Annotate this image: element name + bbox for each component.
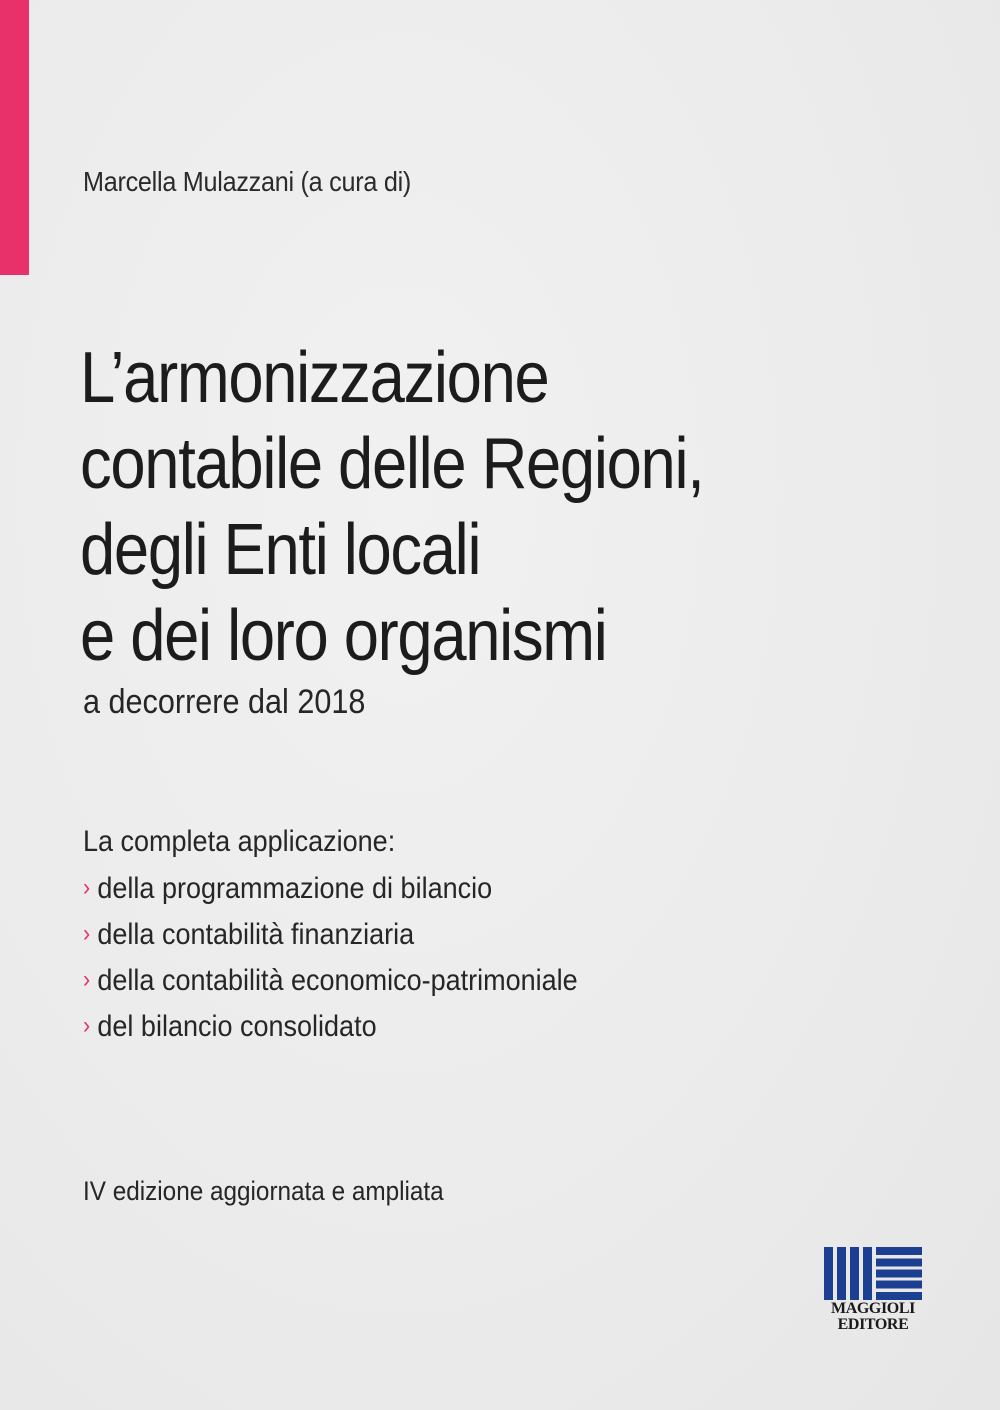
- contents-list: [83, 866, 633, 1050]
- list-item: [83, 912, 578, 958]
- title-line-4: e dei loro organismi: [80, 596, 607, 676]
- chevron-right-icon: ›: [83, 1012, 91, 1039]
- title-line-3: degli Enti locali: [80, 510, 481, 590]
- book-title: [80, 335, 703, 679]
- chevron-right-icon: ›: [83, 966, 91, 993]
- title-line-2: contabile delle Regioni,: [80, 424, 704, 504]
- author-name: Marcella Mulazzani (a cura di): [83, 166, 412, 197]
- list-item: [83, 1004, 578, 1050]
- publisher-name-line-1: MAGGIOLI: [831, 1300, 915, 1317]
- publisher-logo: [820, 1247, 926, 1337]
- list-item-text: del bilancio consolidato: [97, 1010, 377, 1043]
- book-subtitle: a decorrere dal 2018: [83, 683, 366, 721]
- title-line-1: L’armonizzazione: [80, 338, 549, 418]
- list-item-text: della contabilità finanziaria: [97, 918, 415, 951]
- publisher-name: [820, 1301, 926, 1333]
- publisher-name-line-2: EDITORE: [837, 1316, 909, 1333]
- list-item: [83, 866, 578, 912]
- edition-note: IV edizione aggiornata e ampliata: [83, 1176, 444, 1206]
- chevron-right-icon: ›: [83, 920, 91, 947]
- maggioli-logo-icon: [824, 1247, 922, 1300]
- list-item-text: della contabilità economico-patrimoniale: [97, 964, 578, 997]
- contents-intro: La completa applicazione:: [83, 825, 396, 858]
- list-item-text: della programmazione di bilancio: [97, 872, 493, 905]
- list-item: [83, 958, 578, 1004]
- chevron-right-icon: ›: [83, 874, 91, 901]
- accent-bar: [0, 0, 29, 275]
